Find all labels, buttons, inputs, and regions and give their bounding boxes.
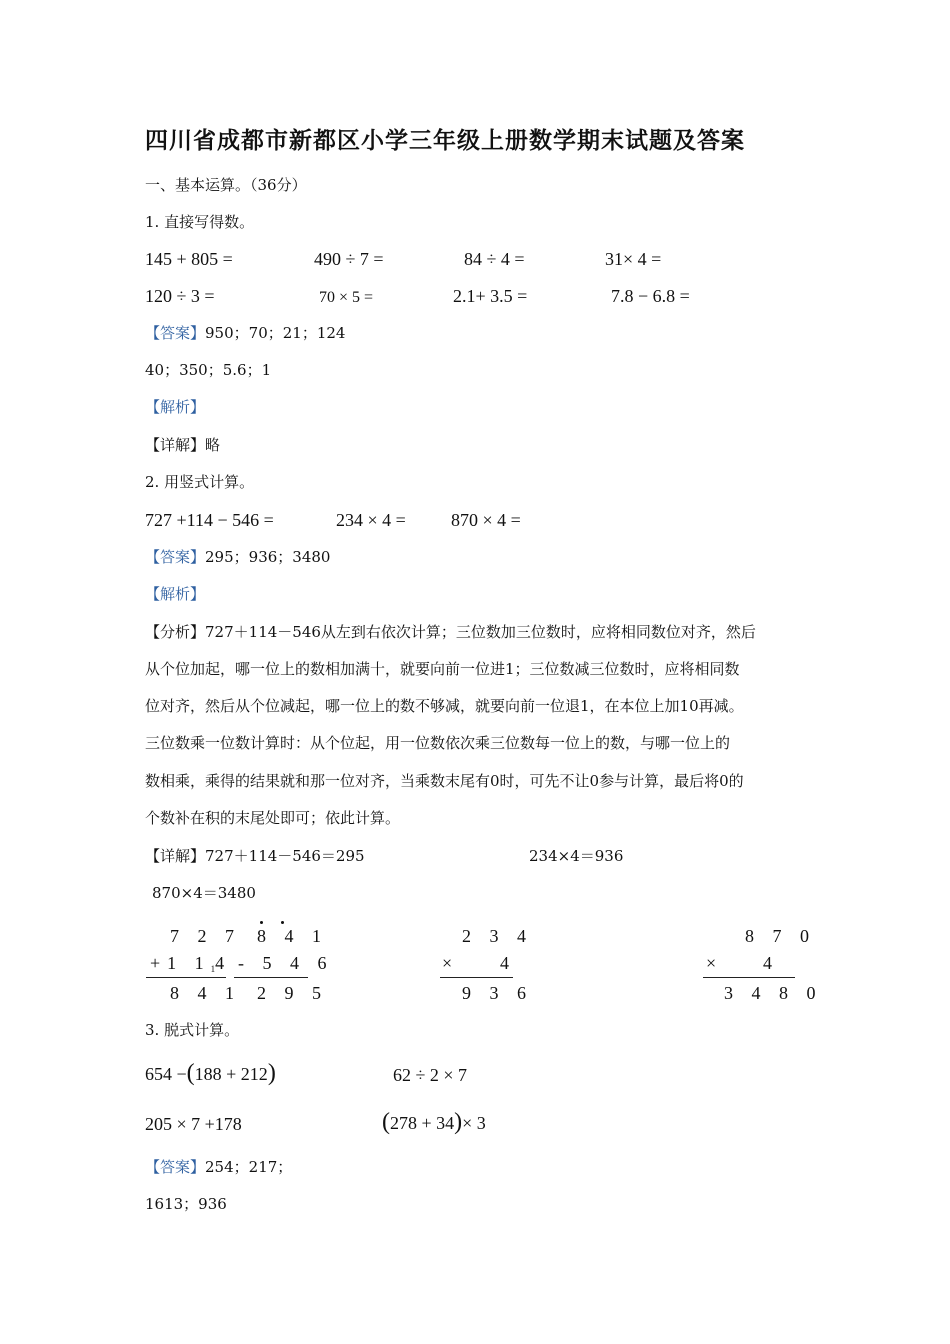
paren-close: ) xyxy=(267,1060,276,1086)
minus-sign: - xyxy=(238,953,251,973)
detail-text: 870×4＝3480 xyxy=(152,884,256,902)
multiplicand: 2 3 4 xyxy=(462,926,533,946)
paren-open: ( xyxy=(382,1109,390,1135)
paren-close: ) xyxy=(454,1109,463,1135)
q1-expr: 120 ÷ 3 = xyxy=(145,286,215,306)
q1-detail xyxy=(145,435,220,455)
borrow-dot xyxy=(260,921,263,924)
addend-bottom: +1 114 xyxy=(150,953,232,974)
q3-expr: (278 + 34)× 3 xyxy=(382,1109,486,1135)
q1-expr: 70 × 5 = xyxy=(319,289,374,306)
product-line xyxy=(703,977,795,978)
q3-expr: 205 × 7 +178 xyxy=(145,1114,242,1134)
q3-expr: 62 ÷ 2 × 7 xyxy=(393,1065,468,1085)
analysis-text: 727＋114－546从左到右依次计算；三位数加三位数时，应将相同数位对齐，然后 xyxy=(205,623,756,641)
analysis-tag: 【解析】 xyxy=(145,585,206,603)
times-sign: × xyxy=(706,953,724,973)
section-heading: 一、基本运算。（36分） xyxy=(145,176,307,194)
answer-text: 950；70；21；124 xyxy=(205,324,346,342)
analysis-line: 从个位加起，哪一位上的数相加满十，就要向前一位进1；三位数减三位数时，应将相同数 xyxy=(145,660,740,678)
multiplier: 4 xyxy=(763,953,779,973)
addend-top: 7 2 7 xyxy=(170,926,241,946)
difference-result: 2 9 5 xyxy=(257,983,328,1003)
q1-answer-line2: 40；350；5.6；1 xyxy=(145,361,272,379)
q1-expr: 31× 4 = xyxy=(605,249,662,269)
times-sign: × xyxy=(442,953,460,973)
q3-heading: 3. 脱式计算。 xyxy=(145,1021,240,1039)
q1-expr: 7.8 − 6.8 = xyxy=(611,286,690,306)
multiplier: 4 xyxy=(500,953,516,973)
detail-tag: 【详解】 xyxy=(145,436,206,454)
analysis-line: 个数补在积的末尾处即可；依此计算。 xyxy=(145,809,401,827)
analysis-line: 三位数乘一位数计算时：从个位起，用一位数依次乘三位数每一位上的数，与哪一位上的 xyxy=(145,734,731,752)
product-result: 3 4 8 0 xyxy=(724,983,823,1003)
page-title: 四川省成都市新都区小学三年级上册数学期末试题及答案 xyxy=(145,127,745,154)
q2-answer xyxy=(145,547,330,567)
q2-expr: 234 × 4 = xyxy=(336,510,406,530)
answer-text: 254；217； xyxy=(205,1158,293,1176)
q1-expr: 2.1+ 3.5 = xyxy=(453,286,528,306)
q1-answer xyxy=(145,323,345,343)
q3-expr: 654 −(188 + 212) xyxy=(145,1060,276,1086)
q2-expr: 727 +114 − 546 = xyxy=(145,510,274,530)
answer-tag: 【答案】 xyxy=(145,324,206,342)
answer-tag: 【答案】 xyxy=(145,548,206,566)
fenxi-tag: 【分析】 xyxy=(145,623,206,641)
q1-expr: 84 ÷ 4 = xyxy=(464,249,525,269)
minuend: 8 4 1 xyxy=(257,926,328,946)
product-line xyxy=(440,977,513,978)
borrow-dot xyxy=(281,921,284,924)
analysis-tag: 【解析】 xyxy=(145,398,206,416)
detail-text: 略 xyxy=(205,436,221,454)
product-result: 9 3 6 xyxy=(462,983,533,1003)
plus-sign: + xyxy=(150,953,168,973)
answer-text: 295；936；3480 xyxy=(205,548,331,566)
q3-answer xyxy=(145,1157,292,1177)
q2-detail xyxy=(145,846,365,866)
sum-result: 8 4 1 xyxy=(170,983,241,1003)
q2-expr: 870 × 4 = xyxy=(451,510,521,530)
subtrahend: - 5 4 6 xyxy=(238,953,334,973)
sum-line xyxy=(146,977,226,978)
detail-text: 234×4＝936 xyxy=(529,847,624,865)
q1-expr: 490 ÷ 7 = xyxy=(314,249,384,269)
q2-heading: 2. 用竖式计算。 xyxy=(145,473,255,491)
q1-expr: 145 + 805 = xyxy=(145,249,233,269)
analysis-line: 位对齐，然后从个位减起，哪一位上的数不够减，就要向前一位退1，在本位上加10再减。 xyxy=(145,697,744,715)
analysis-line xyxy=(145,622,756,642)
q1-heading: 1. 直接写得数。 xyxy=(145,213,255,231)
multiplicand: 8 7 0 xyxy=(745,926,816,946)
carry-mark: 1 xyxy=(210,964,216,974)
q3-answer-line2: 1613；936 xyxy=(145,1195,227,1213)
detail-tag: 【详解】 xyxy=(145,847,206,865)
analysis-line: 数相乘，乘得的结果就和那一位对齐，当乘数末尾有0时，可先不让0参与计算，最后将0的 xyxy=(145,772,744,790)
answer-tag: 【答案】 xyxy=(145,1158,206,1176)
detail-text: 727＋114－546＝295 xyxy=(205,847,365,865)
paren-open: ( xyxy=(186,1060,195,1086)
difference-line xyxy=(234,977,308,978)
